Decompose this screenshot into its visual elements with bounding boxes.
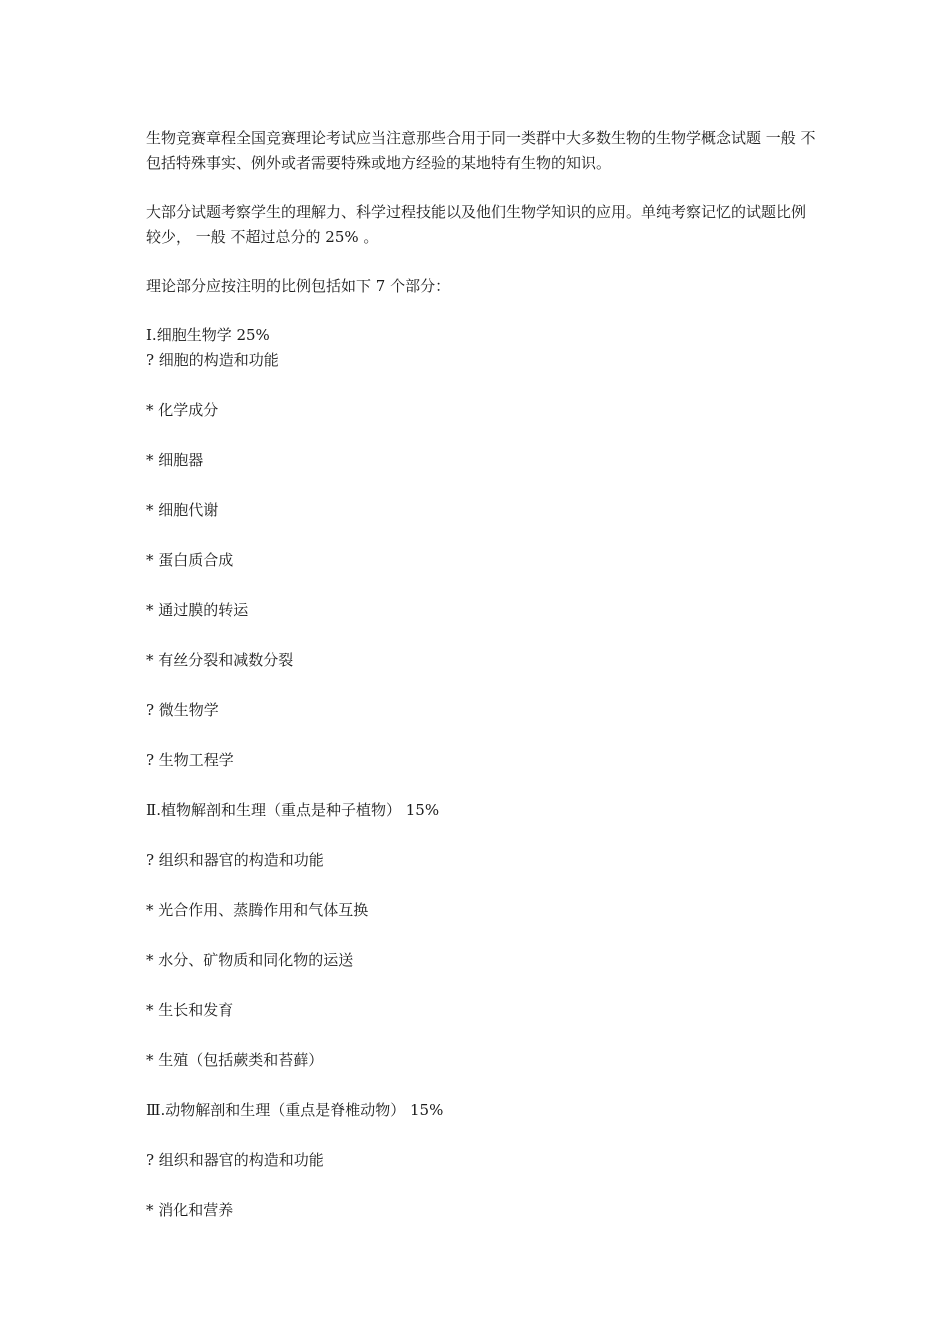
section-heading-animal: Ⅲ.动物解剖和生理（重点是脊椎动物） 15% [146,1101,444,1119]
list-item: * 光合作用、蒸腾作用和气体互换 [146,901,369,919]
list-item: * 通过膜的转运 [146,601,249,619]
section-heading-plant: Ⅱ.植物解剖和生理（重点是种子植物） 15% [146,801,440,819]
list-item: ? 微生物学 [146,701,219,719]
list-item: * 化学成分 [146,401,219,419]
list-item: * 蛋白质合成 [146,551,234,569]
list-item: * 细胞代谢 [146,501,219,519]
list-item: ? 组织和器官的构造和功能 [146,851,324,869]
list-item: * 有丝分裂和减数分裂 [146,651,294,669]
list-item: * 生长和发育 [146,1001,234,1019]
document-body [146,126,816,1223]
list-item: * 细胞器 [146,451,204,469]
list-item: ? 组织和器官的构造和功能 [146,1151,324,1169]
intro-paragraph: 生物竞赛章程全国竞赛理论考试应当注意那些合用于同一类群中大多数生物的生物学概念试题 一般 不包括特殊事实、例外或者需要特殊或地方经验的某地特有生物的知识。 [146,129,816,172]
syllabus-list [146,323,816,1223]
list-item: ? 细胞的构造和功能 [146,351,279,369]
list-item: * 水分、矿物质和同化物的运送 [146,951,354,969]
list-item: * 生殖（包括蕨类和苔藓） [146,1051,324,1069]
list-item: ? 生物工程学 [146,751,234,769]
section-heading-cell-biology: I.细胞生物学 25% [146,326,270,344]
scope-paragraph: 大部分试题考察学生的理解力、科学过程技能以及他们生物学知识的应用。单纯考察记忆的试题比例较少， 一般 不超过总分的 25% 。 [146,203,807,246]
list-item: * 消化和营养 [146,1201,234,1219]
sections-intro-paragraph: 理论部分应按注明的比例包括如下 7 个部分： [146,277,451,295]
